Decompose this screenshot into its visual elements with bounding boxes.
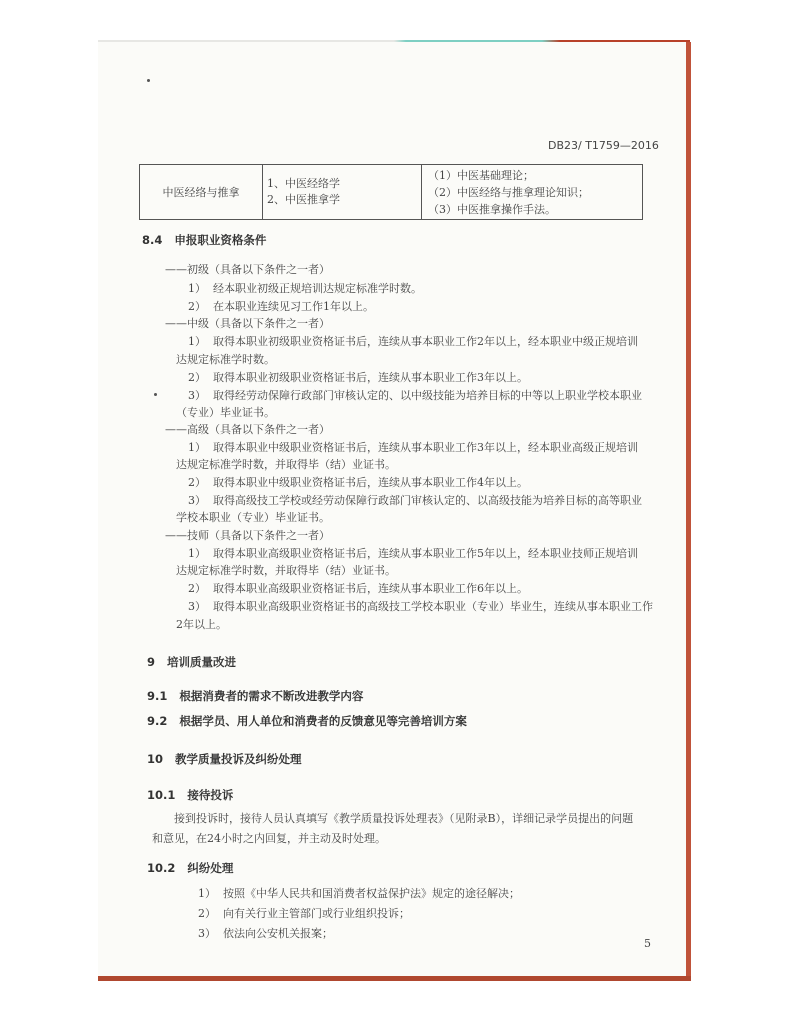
condition-item: 3） 取得经劳动保障行政部门审核认定的、以中级技能为培养目标的中等以上职业学校本职业 xyxy=(188,389,642,402)
section-10-2-heading xyxy=(147,860,233,876)
section-title: 教学质量投诉及纠纷处理 xyxy=(175,752,302,766)
condition-item: 2） 取得本职业中级职业资格证书后，连续从事本职业工作4年以上。 xyxy=(188,476,528,489)
condition-item: 3） 取得高级技工学校或经劳动保障行政部门审核认定的、以高级技能为培养目标的高等职业 xyxy=(188,494,642,507)
list-item: 3） 依法向公安机关报案； xyxy=(198,927,333,940)
scan-right-edge xyxy=(686,42,691,980)
section-title: 纠纷处理 xyxy=(187,861,234,875)
section-8-4-heading xyxy=(142,232,266,248)
section-number: 9.2 xyxy=(147,714,168,728)
condition-item-continued: 达规定标准学时数，并取得毕（结）业证书。 xyxy=(176,564,396,577)
subject-item: 2、中医推拿学 xyxy=(267,193,340,206)
section-title: 根据消费者的需求不断改进教学内容 xyxy=(179,689,364,703)
table-row xyxy=(140,165,643,220)
condition-item: 2） 取得本职业初级职业资格证书后，连续从事本职业工作3年以上。 xyxy=(188,371,528,384)
content-item: （3）中医推拿操作手法。 xyxy=(428,202,556,216)
section-number: 10.1 xyxy=(147,788,176,802)
section-10-1-heading xyxy=(147,787,233,803)
scan-bottom-edge xyxy=(98,976,691,981)
condition-item: 1） 取得本职业初级职业资格证书后，连续从事本职业工作2年以上，经本职业中级正规培训 xyxy=(188,335,638,348)
section-title: 接待投诉 xyxy=(187,788,234,802)
condition-item: 3） 取得本职业高级职业资格证书的高级技工学校本职业（专业）毕业生，连续从事本职业工作 xyxy=(188,600,653,613)
standard-code: DB23/ T1759—2016 xyxy=(548,139,659,152)
course-table xyxy=(139,164,643,220)
level-heading: ——技师（具备以下条件之一者） xyxy=(165,529,330,542)
condition-item-continued: 达规定标准学时数，并取得毕（结）业证书。 xyxy=(176,458,396,471)
list-item: 1） 按照《中华人民共和国消费者权益保护法》规定的途径解决； xyxy=(198,887,520,900)
level-heading: ——初级（具备以下条件之一者） xyxy=(165,263,330,276)
section-10-heading xyxy=(147,751,302,767)
page-number: 5 xyxy=(644,937,651,950)
condition-item-continued: （专业）毕业证书。 xyxy=(176,406,275,419)
section-number: 9.1 xyxy=(147,689,168,703)
list-item: 2） 向有关行业主管部门或行业组织投诉； xyxy=(198,907,410,920)
section-title: 培训质量改进 xyxy=(167,655,237,669)
section-9-heading xyxy=(147,654,236,670)
scan-speck xyxy=(147,79,150,82)
condition-item-continued: 2年以上。 xyxy=(176,618,227,631)
section-number: 9 xyxy=(147,655,156,669)
course-name-cell: 中医经络与推拿 xyxy=(140,165,263,220)
paragraph-line: 接到投诉时，接待人员认真填写《教学质量投诉处理表》（见附录B），详细记录学员提出的问题 xyxy=(174,812,634,825)
course-subjects-cell xyxy=(263,165,422,220)
content-item: （1）中医基础理论； xyxy=(428,168,534,182)
content-item: （2）中医经络与推拿理论知识； xyxy=(428,185,589,199)
section-title: 申报职业资格条件 xyxy=(174,233,267,247)
condition-item: 1） 取得本职业中级职业资格证书后，连续从事本职业工作3年以上，经本职业高级正规培训 xyxy=(188,441,638,454)
condition-item-continued: 达规定标准学时数。 xyxy=(176,353,275,366)
subject-item: 1、中医经络学 xyxy=(267,177,340,190)
course-content-cell xyxy=(422,165,643,220)
condition-item: 1） 经本职业初级正规培训达规定标准学时数。 xyxy=(188,282,422,295)
paragraph-line: 和意见，在24小时之内回复，并主动及时处理。 xyxy=(152,832,386,845)
condition-item-continued: 学校本职业（专业）毕业证书。 xyxy=(176,511,330,524)
section-number: 10 xyxy=(147,752,164,766)
section-9-1-heading xyxy=(147,688,363,704)
level-heading: ——中级（具备以下条件之一者） xyxy=(165,317,330,330)
condition-item: 2） 取得本职业高级职业资格证书后，连续从事本职业工作6年以上。 xyxy=(188,582,528,595)
condition-item: 2） 在本职业连续见习工作1年以上。 xyxy=(188,300,374,313)
level-heading: ——高级（具备以下条件之一者） xyxy=(165,423,330,436)
section-number: 10.2 xyxy=(147,861,176,875)
section-title: 根据学员、用人单位和消费者的反馈意见等完善培训方案 xyxy=(179,714,467,728)
section-number: 8.4 xyxy=(142,233,163,247)
section-9-2-heading xyxy=(147,713,467,729)
condition-item: 1） 取得本职业高级职业资格证书后，连续从事本职业工作5年以上，经本职业技师正规培训 xyxy=(188,547,638,560)
scan-speck xyxy=(154,393,157,396)
